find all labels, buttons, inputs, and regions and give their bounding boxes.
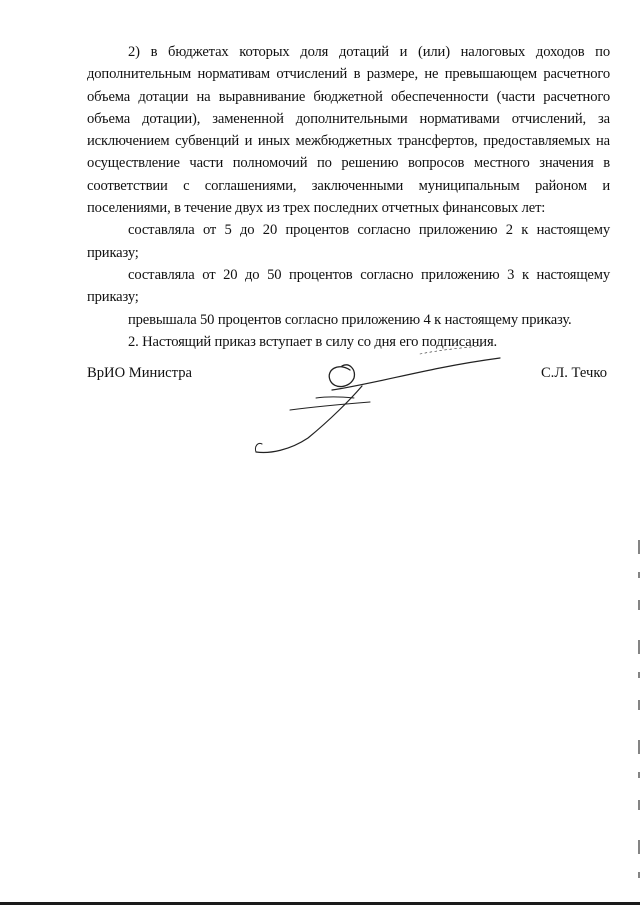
paragraph-effective-date: 2. Настоящий приказ вступает в силу со дня его подписания. [128, 333, 498, 350]
order-body-text [87, 41, 610, 353]
signatory-title: ВрИО Министра [87, 365, 192, 381]
signatory-name: С.Л. Течко [540, 365, 607, 381]
paragraph-range-5-20: составляла от 5 до 20 процентов согласно приложению 2 к настоящему приказу; [87, 222, 610, 261]
paragraph-over-50: превышала 50 процентов согласно приложению 4 к настоящему приказу. [128, 311, 572, 328]
paragraph-budget-share-condition: 2) в бюджетах которых доля дотаций и (или) налоговых доходов по дополнительным нормативам отчислений в размере, не превышающем расчетного объема дотации на выравнивание бюджетной обеспеченности (части расчетного объема дотации), замененной дополнительными нормативами отчислений, за исключением субвенций и иных межбюджетных трансфертов, предоставляемых на осуществление части полномочий по решению вопросов местного значения в соответствии с соглашениями, заключенными муниципальным районом и поселениями, в течение двух из трех последних отчетных финансовых лет: [87, 44, 610, 217]
paragraph-range-20-50: составляла от 20 до 50 процентов согласно приложению 3 к настоящему приказу; [87, 266, 610, 306]
handwritten-signature [250, 340, 510, 460]
